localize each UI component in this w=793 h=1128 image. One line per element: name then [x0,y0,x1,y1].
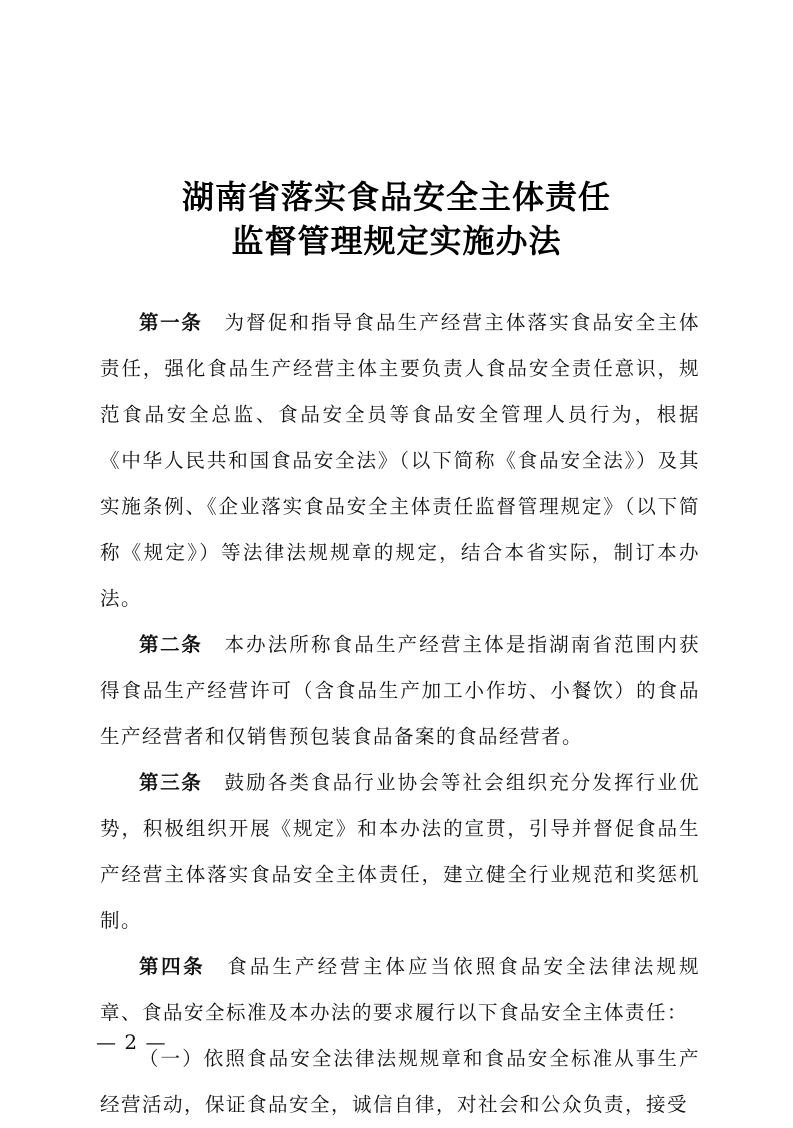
article-4 [100,944,700,1036]
article-4-item-1 [100,1036,700,1128]
document-title-line-1: 湖南省落实食品安全主体责任 [181,178,611,216]
article-3 [100,760,700,944]
article-3-heading: 第三条 [139,771,203,794]
article-3-text: 鼓励各类食品行业协会等社会组织充分发挥行业优势，积极组织开展《规定》和本办法的宣贯，引导并督促食品生产经营主体落实食品安全主体责任，建立健全行业规范和奖惩机制。 [100,771,700,932]
document-body [100,300,700,1128]
article-4-item-1-text: （一）依照食品安全法律法规规章和食品安全标准从事生产经营活动，保证食品安全，诚信自律，对社会和公众负责，接受 [100,1047,700,1116]
document-title-line-2: 监督管理规定实施办法 [231,222,562,260]
article-1 [100,300,700,622]
article-2-heading: 第二条 [139,633,203,656]
article-4-heading: 第四条 [139,955,206,978]
article-4-text: 食品生产经营主体应当依照食品安全法律法规规章、食品安全标准及本办法的要求履行以下食品安全主体责任： [100,955,700,1024]
article-1-text: 为督促和指导食品生产经营主体落实食品安全主体责任，强化食品生产经营主体主要负责人食品安全责任意识，规范食品安全总监、食品安全员等食品安全管理人员行为，根据《中华人民共和国食品安全法》（以下简称《食品安全法》）及其实施条例、《企业落实食品安全主体责任监督管理规定》（以下简称《规定》）等法律法规规章的规定，结合本省实际，制订本办法。 [100,311,700,610]
article-2-text: 本办法所称食品生产经营主体是指湖南省范围内获得食品生产经营许可（含食品生产加工小作坊、小餐饮）的食品生产经营者和仅销售预包装食品备案的食品经营者。 [100,633,700,748]
page-number: — 2 — [96,1030,167,1054]
article-2 [100,622,700,760]
article-1-heading: 第一条 [139,311,203,334]
